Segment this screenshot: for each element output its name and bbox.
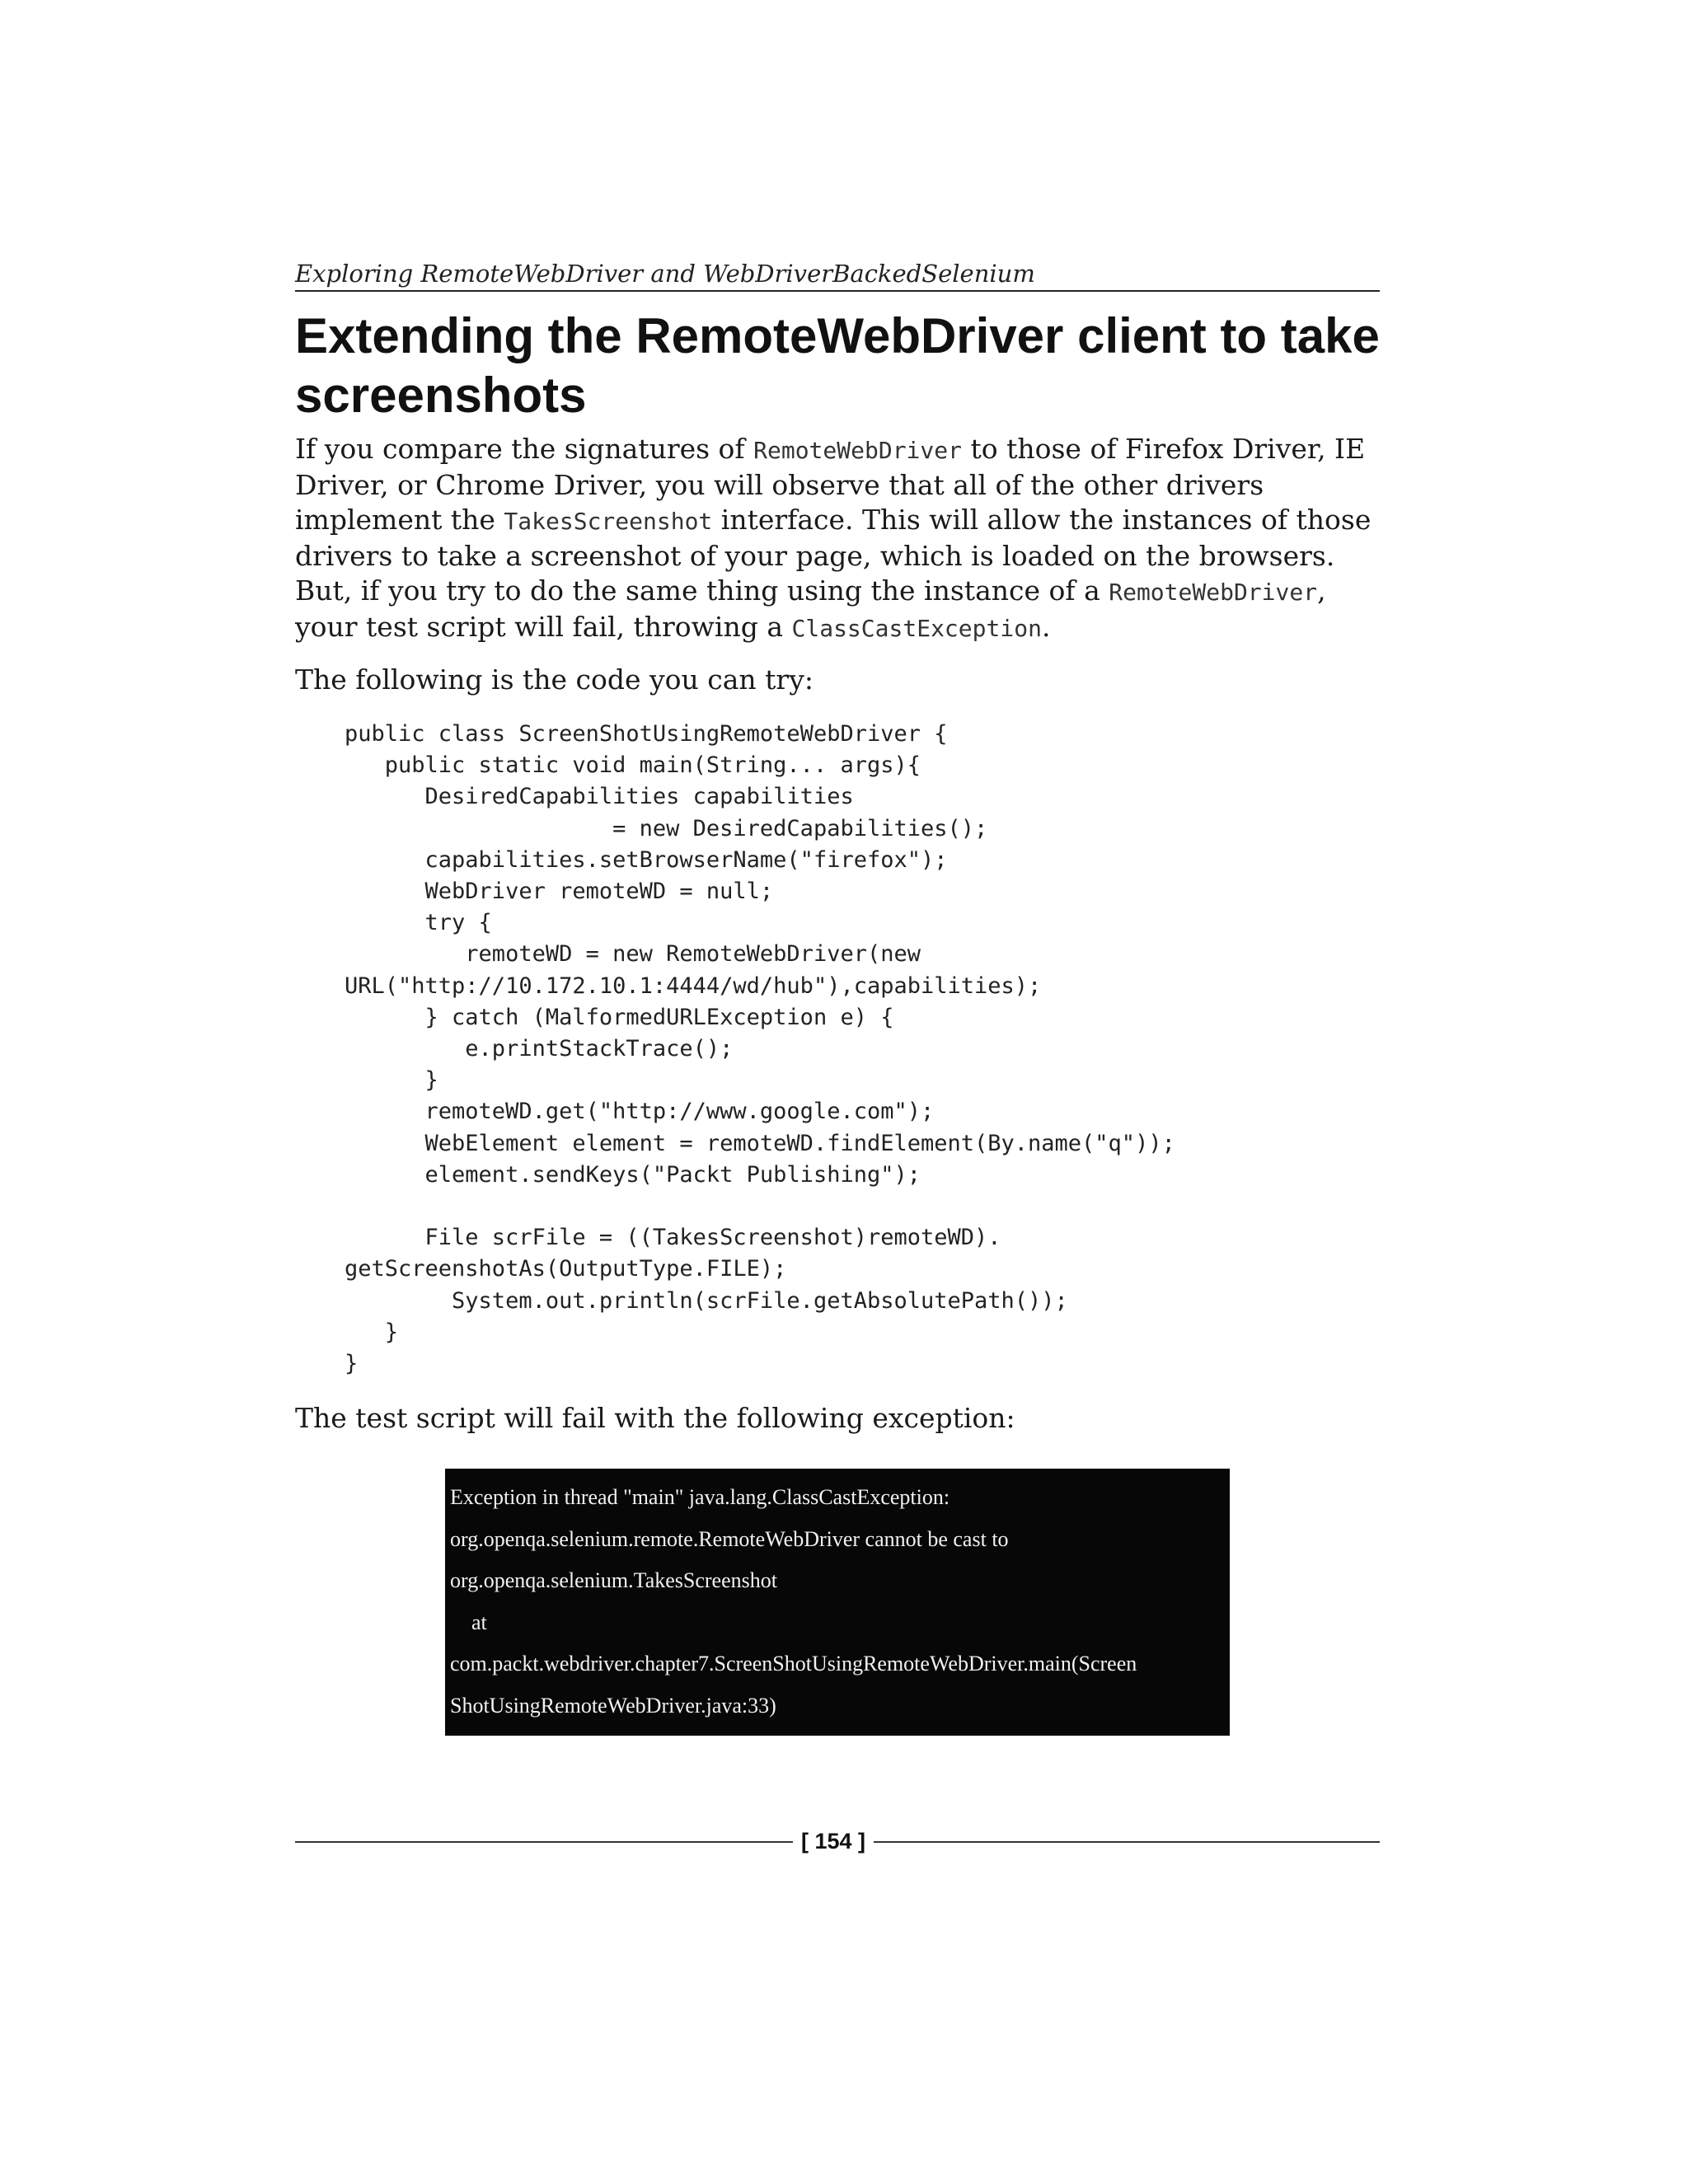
code-line: remoteWD = new RemoteWebDriver(new bbox=[345, 941, 921, 968]
code-line: System.out.println(scrFile.getAbsolutePath()); bbox=[345, 1287, 1068, 1314]
inline-code-remotewebdriver-2: RemoteWebDriver bbox=[1109, 579, 1318, 606]
console-line: ShotUsingRemoteWebDriver.java:33) bbox=[450, 1693, 776, 1718]
console-line: org.openqa.selenium.remote.RemoteWebDriver cannot be cast to bbox=[450, 1526, 1009, 1551]
inline-code-remotewebdriver: RemoteWebDriver bbox=[753, 437, 962, 464]
code-line: DesiredCapabilities capabilities bbox=[345, 784, 854, 810]
code-line: capabilities.setBrowserName("firefox"); bbox=[345, 846, 948, 873]
console-line: Exception in thread "main" java.lang.ClassCastException: bbox=[450, 1485, 950, 1509]
console-line: org.openqa.selenium.TakesScreenshot bbox=[450, 1568, 777, 1592]
section-title: Extending the RemoteWebDriver client to take screenshots bbox=[295, 308, 1380, 423]
code-line: try { bbox=[345, 910, 492, 936]
code-line bbox=[345, 1191, 1380, 1222]
code-line: } bbox=[345, 1067, 438, 1094]
footer-rule-right bbox=[874, 1841, 1380, 1843]
book-page bbox=[295, 0, 1380, 2184]
code-line: public static void main(String... args){ bbox=[345, 752, 921, 779]
code-line: File scrFile = ((TakesScreenshot)remoteWD). bbox=[345, 1225, 1001, 1251]
code-line: getScreenshotAs(OutputType.FILE); bbox=[345, 1256, 787, 1282]
code-line: element.sendKeys("Packt Publishing"); bbox=[345, 1161, 921, 1188]
exception-intro-paragraph: The test script will fail with the following exception: bbox=[295, 1402, 1015, 1434]
inline-code-takesscreenshot: TakesScreenshot bbox=[504, 508, 713, 535]
footer-rule-left bbox=[295, 1841, 793, 1843]
running-header: Exploring RemoteWebDriver and WebDriverBackedSelenium bbox=[295, 260, 1035, 288]
intro-text-3: interface. This will allow the instances of those drivers to take a screenshot of your page, which is loaded on the browsers. But, if you try to do the same thing using the instance of a bbox=[295, 504, 1372, 607]
console-line: com.packt.webdriver.chapter7.ScreenShotUsingRemoteWebDriver.main(Screen bbox=[450, 1652, 1137, 1675]
console-line: at bbox=[450, 1610, 487, 1634]
intro-paragraph bbox=[295, 432, 1380, 646]
code-line: URL("http://10.172.10.1:4444/wd/hub"),capabilities); bbox=[345, 972, 1042, 999]
code-line: remoteWD.get("http://www.google.com"); bbox=[345, 1099, 935, 1125]
code-intro-paragraph: The following is the code you can try: bbox=[295, 663, 814, 696]
inline-code-classcastexception: ClassCastException bbox=[791, 615, 1042, 642]
intro-text-5: . bbox=[1041, 611, 1051, 643]
intro-text-1: If you compare the signatures of bbox=[295, 433, 754, 465]
code-listing bbox=[345, 719, 1380, 1380]
header-rule bbox=[295, 290, 1380, 292]
exception-console bbox=[445, 1469, 1230, 1736]
intro-text-2: to those of Firefox Driver, IE Driver, or Chrome Driver, you will observe that all of the other drivers implement the bbox=[295, 433, 1366, 536]
code-line: } bbox=[345, 1351, 359, 1377]
code-line: WebElement element = remoteWD.findElement(By.name("q")); bbox=[345, 1130, 1175, 1156]
code-line: WebDriver remoteWD = null; bbox=[345, 879, 774, 905]
intro-text-4: , your test script will fail, throwing a bbox=[295, 574, 1326, 643]
code-line: public class ScreenShotUsingRemoteWebDriver { bbox=[345, 721, 948, 747]
code-line: = new DesiredCapabilities(); bbox=[345, 815, 988, 841]
code-line: } catch (MalformedURLException e) { bbox=[345, 1004, 894, 1030]
page-number: [ 154 ] bbox=[800, 1829, 866, 1854]
code-line: } bbox=[345, 1319, 399, 1345]
code-line: e.printStackTrace(); bbox=[345, 1036, 734, 1062]
